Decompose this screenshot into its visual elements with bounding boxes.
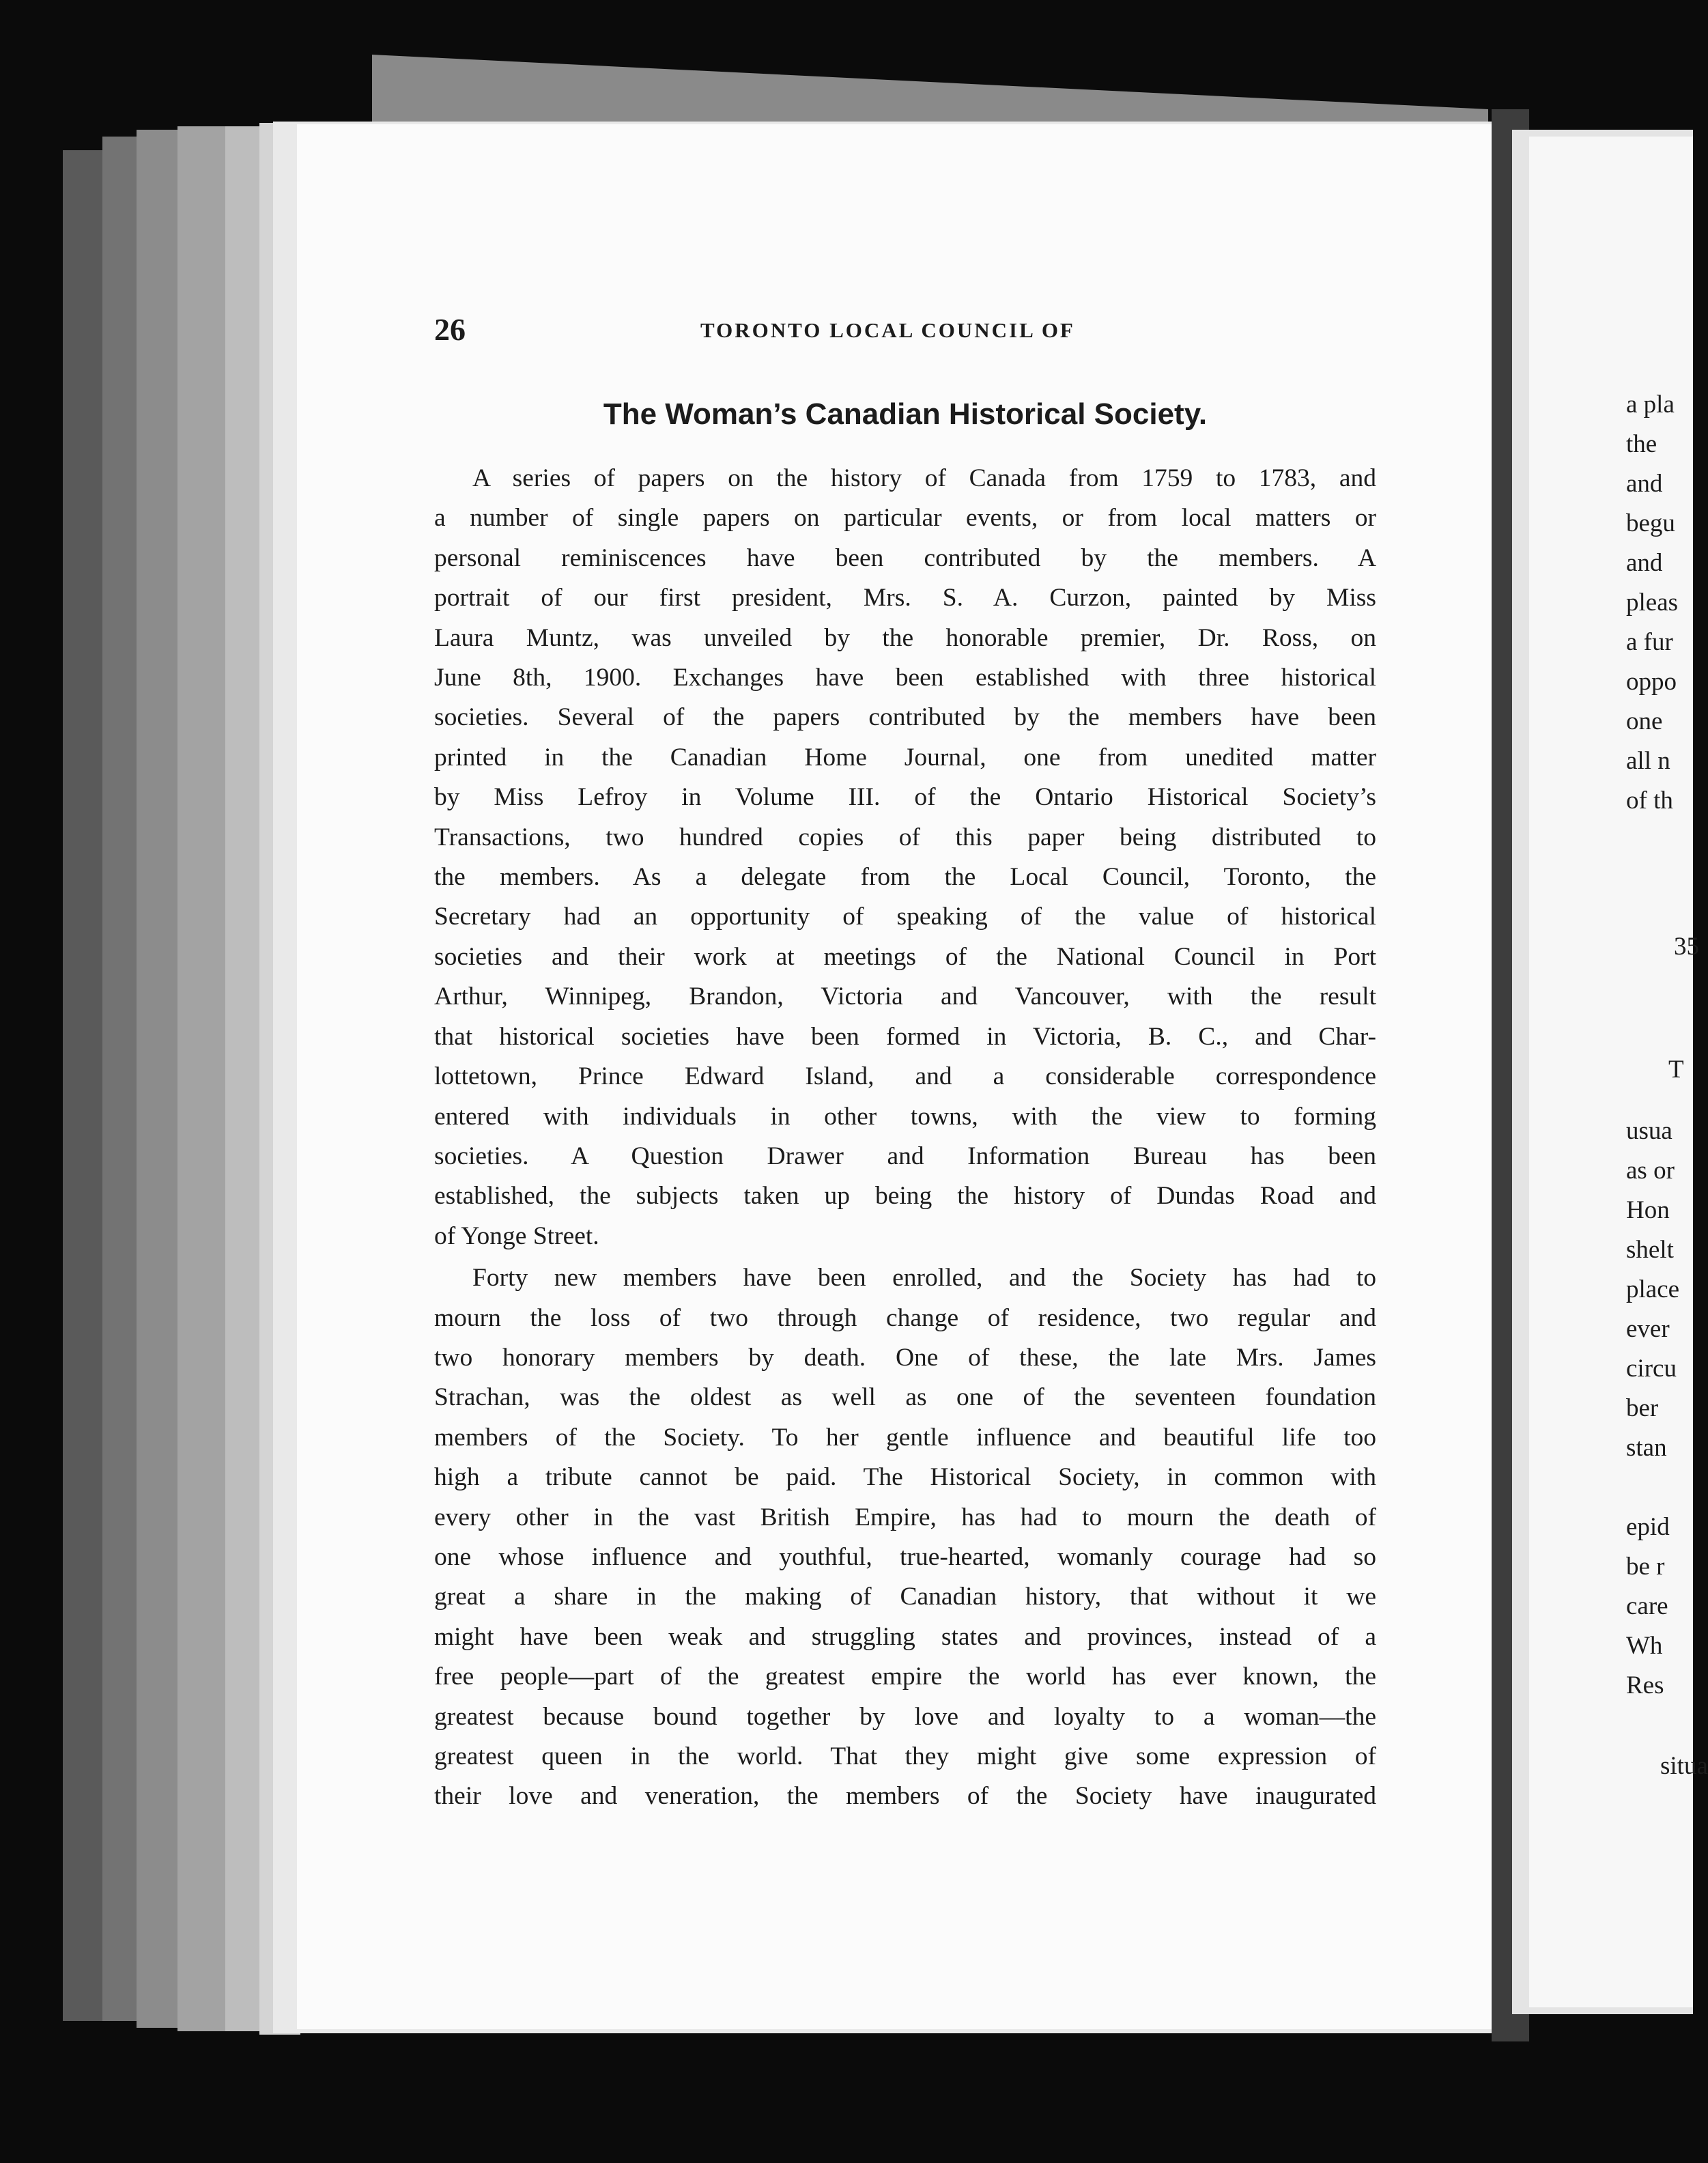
text-line: Secretary had an opportunity of speaking of the value of historical <box>434 903 1376 931</box>
text-line: portrait of our first president, Mrs. S. A. Curzon, painted by Miss <box>434 584 1376 612</box>
facing-page-line: all n <box>1626 747 1670 775</box>
facing-page-line: ever <box>1626 1315 1670 1343</box>
text-line: Laura Muntz, was unveiled by the honorable premier, Dr. Ross, on <box>434 623 1376 652</box>
facing-page-line: oppo <box>1626 668 1677 696</box>
text-line: societies. Several of the papers contributed by the members have been <box>434 703 1376 732</box>
text-line: lottetown, Prince Edward Island, and a considerable correspondence <box>434 1062 1376 1091</box>
text-line: Forty new members have been enrolled, and the Society has had to <box>472 1264 1376 1292</box>
facing-page-line: place <box>1626 1275 1680 1303</box>
facing-page-line: usua <box>1626 1117 1673 1145</box>
paragraph-2 <box>434 1258 1376 1817</box>
text-line: the members. As a delegate from the Local Council, Toronto, the <box>434 863 1376 892</box>
text-line: greatest because bound together by love and loyalty to a woman—the <box>434 1702 1376 1731</box>
text-line: two honorary members by death. One of these, the late Mrs. James <box>434 1343 1376 1372</box>
facing-page-line: the <box>1626 430 1657 458</box>
text-line: personal reminiscences have been contributed by the members. A <box>434 543 1376 572</box>
facing-page-line: ber <box>1626 1394 1659 1422</box>
text-line: of Yonge Street. <box>434 1221 599 1250</box>
text-line: A series of papers on the history of Canada from 1759 to 1783, and <box>472 464 1376 492</box>
text-line: by Miss Lefroy in Volume III. of the Ontario Historical Society’s <box>434 783 1376 812</box>
left-page-text <box>434 307 1376 1817</box>
facing-page-line: as or <box>1626 1157 1675 1185</box>
text-line: one whose influence and youthful, true-hearted, womanly courage had so <box>434 1542 1376 1571</box>
text-line: their love and veneration, the members of the Society have inaugurated <box>434 1782 1376 1811</box>
text-line: free people—part of the greatest empire the world has ever known, the <box>434 1663 1376 1691</box>
section-title: The Woman’s Canadian Historical Society. <box>603 397 1208 431</box>
text-line: established, the subjects taken up being the history of Dundas Road and <box>434 1182 1376 1211</box>
facing-page-line: 35 <box>1674 933 1699 961</box>
text-line: Arthur, Winnipeg, Brandon, Victoria and Vancouver, with the result <box>434 982 1376 1011</box>
facing-page-line: a pla <box>1626 391 1675 419</box>
running-head-title: TORONTO LOCAL COUNCIL OF <box>700 318 1075 342</box>
paragraph-1 <box>434 459 1376 1256</box>
facing-page-line: epid <box>1626 1513 1670 1541</box>
text-line: societies. A Question Drawer and Information Bureau has been <box>434 1142 1376 1170</box>
facing-page-line: a fur <box>1626 628 1673 656</box>
facing-page-line: and <box>1626 470 1663 498</box>
text-line: members of the Society. To her gentle influence and beautiful life too <box>434 1423 1376 1452</box>
text-line: great a share in the making of Canadian history, that without it we <box>434 1583 1376 1611</box>
running-head <box>434 307 1376 355</box>
facing-page-line: and <box>1626 549 1663 577</box>
text-line: Transactions, two hundred copies of this paper being distributed to <box>434 823 1376 851</box>
text-line: high a tribute cannot be paid. The Historical Society, in common with <box>434 1463 1376 1492</box>
facing-page-line: circu <box>1626 1355 1677 1383</box>
text-line: greatest queen in the world. That they might give some expression of <box>434 1742 1376 1770</box>
facing-page-line: pleas <box>1626 589 1679 617</box>
text-line: June 8th, 1900. Exchanges have been established with three historical <box>434 664 1376 692</box>
facing-page-line: Hon <box>1626 1196 1670 1224</box>
facing-page-line: stan <box>1626 1434 1667 1462</box>
text-line: Strachan, was the oldest as well as one of the seventeen foundation <box>434 1383 1376 1412</box>
page-number: 26 <box>434 312 466 347</box>
text-line: that historical societies have been formed in Victoria, B. C., and Char- <box>434 1022 1376 1051</box>
facing-page-line: begu <box>1626 509 1675 537</box>
facing-page-line: one <box>1626 707 1663 735</box>
text-line: entered with individuals in other towns, with the view to forming <box>434 1102 1376 1131</box>
facing-page-line: care <box>1626 1592 1668 1620</box>
facing-page-line: situa <box>1660 1752 1708 1780</box>
text-line: societies and their work at meetings of the National Council in Port <box>434 942 1376 971</box>
text-line: mourn the loss of two through change of residence, two regular and <box>434 1303 1376 1332</box>
facing-page-line: shelt <box>1626 1236 1674 1264</box>
facing-page-fragments <box>1626 379 1708 1936</box>
text-line: a number of single papers on particular events, or from local matters or <box>434 504 1376 533</box>
facing-page-line: of th <box>1626 787 1673 815</box>
text-line: might have been weak and struggling states and provinces, instead of a <box>434 1622 1376 1651</box>
facing-page-line: Wh <box>1626 1632 1663 1660</box>
text-line: printed in the Canadian Home Journal, one from unedited matter <box>434 743 1376 772</box>
text-line: every other in the vast British Empire, has had to mourn the death of <box>434 1503 1376 1531</box>
facing-page-line: T <box>1668 1056 1684 1084</box>
facing-page-line: Res <box>1626 1671 1664 1699</box>
facing-page-line: be r <box>1626 1553 1665 1581</box>
